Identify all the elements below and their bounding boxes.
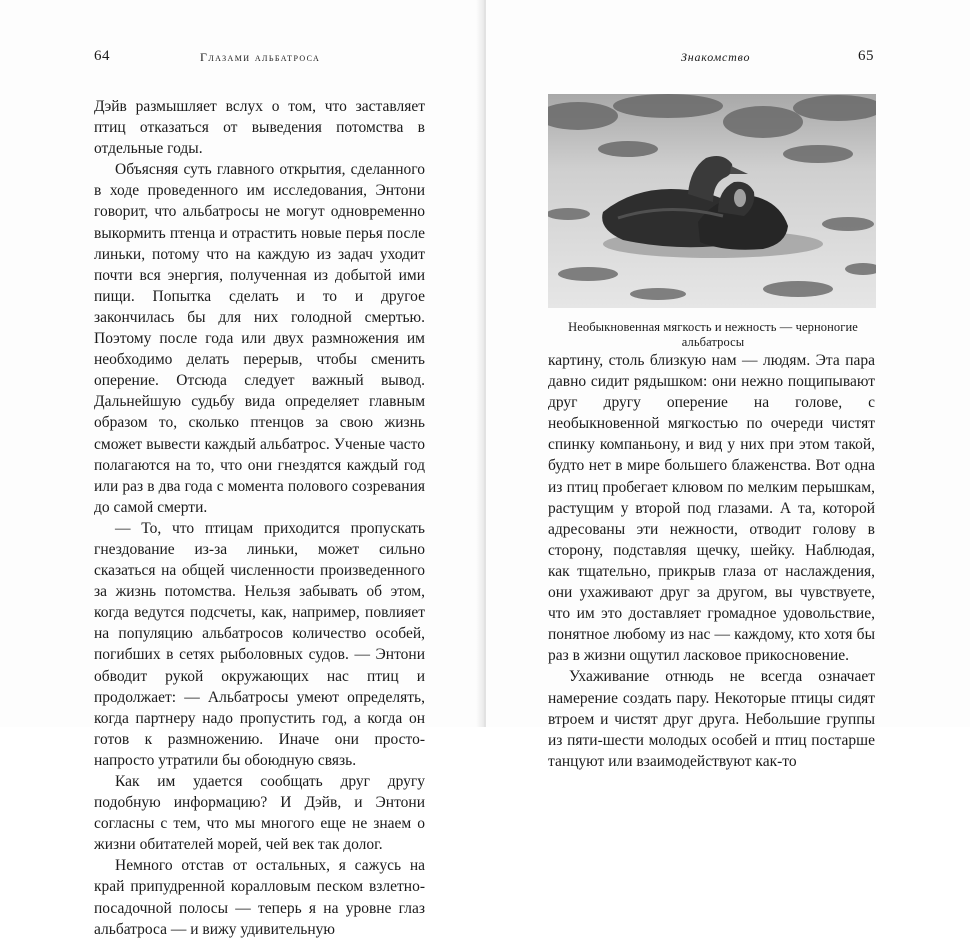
paragraph: картину, столь близкую нам — людям. Эта пара давно сидит рядышком: они нежно пощипывают друг другу оперение на голове, с необыкновенной мягкостью по очереди чистят спинку компаньону, и вид у них при этом такой, будто нет в мире большего блаженства. Вот одна из птиц пробегает клювом по мелким перышкам, растущим у второй под глазами. А та, которой адресованы эти нежности, отводит голову в сторону, подставляя щечку, шейку. Наблюдая, как тщательно, прикрыв глаза от наслаждения, они ухаживают друг за другом, вы чувствуете, что им это доставляет громадное удовольствие, понятное любому из нас — каждому, кто хотя бы раз в жизни ощутил ласковое прикосновение. xyxy=(548,352,875,665)
paragraph: Как им удается сообщать друг другу подобную информацию? И Дэйв, и Энтони согласны с тем, что мы многого еще не знаем о жизни обитателей морей, чей век так долог. xyxy=(94,773,425,854)
albatross-photo xyxy=(548,94,876,308)
albatross-illustration xyxy=(548,94,876,308)
left-page xyxy=(0,0,482,938)
running-head-right: Знакомство xyxy=(681,50,751,64)
paragraph: — То, что птицам приходится пропускать гнездование из-за линьки, может сильно сказаться на общей численности произведенного за жизнь потомства. Нельзя забывать об этом, когда ведутся подсчеты, как, например, повлияет на популяцию альбатросов количество особей, погибших в сетях рыболовных судов. — Энтони обводит рукой окружающих нас птиц и продолжает: — Альбатросы умеют определять, когда партнеру надо пропустить год, а когда он готов к размножению. Иначе они просто-напросто утратили бы обоюдную связь. xyxy=(94,519,425,769)
page-number-left: 64 xyxy=(94,48,110,64)
right-page xyxy=(486,0,970,770)
paragraph: Объясняя суть главного открытия, сделанного в ходе проведенного им исследования, Энтони говорит, что альбатросы не могут одновременно выкормить птенца и отрастить новые перья после линьки, потому что на каждую из задач уходит почти вся энергия, полученная из добытой ими пищи. Попытка сделать и то и другое закончилась бы для них голодной смертью. Поэтому после года или двух размножения им необходимо делать перерыв, чтобы сменить оперение. Отсюда следует важный вывод. Дальнейшую судьбу вида определяет главным образом то, сколько птенцов за свою жизнь сможет вывести каждый альбатрос. Ученые часто полагаются на то, что они гнездятся каждый год или раз в два года с момента полового созревания до самой смерти. xyxy=(94,161,425,516)
paragraph: Немного отстав от остальных, я сажусь на край припудренной коралловым песком взлетно-посадочной полосы — теперь я на уровне глаз альбатроса — и вижу удивительную xyxy=(94,857,425,938)
photo-caption: Необыкновенная мягкость и нежность — черноногие альбатросы xyxy=(568,320,858,349)
paragraph: Дэйв размышляет вслух о том, что заставляет птиц отказаться от выведения потомства в отдельные годы. xyxy=(94,98,425,158)
running-head-left: Глазами альбатроса xyxy=(200,50,321,64)
page-number-right: 65 xyxy=(858,48,874,64)
left-page-body xyxy=(94,96,425,940)
paragraph: Ухаживание отнюдь не всегда означает намерение создать пару. Некоторые птицы сидят втроем и чистят друг друга. Небольшие группы из пяти-шести молодых особей и птиц постарше танцуют или взаимодействуют как-то xyxy=(548,668,875,770)
right-page-body xyxy=(548,350,875,772)
